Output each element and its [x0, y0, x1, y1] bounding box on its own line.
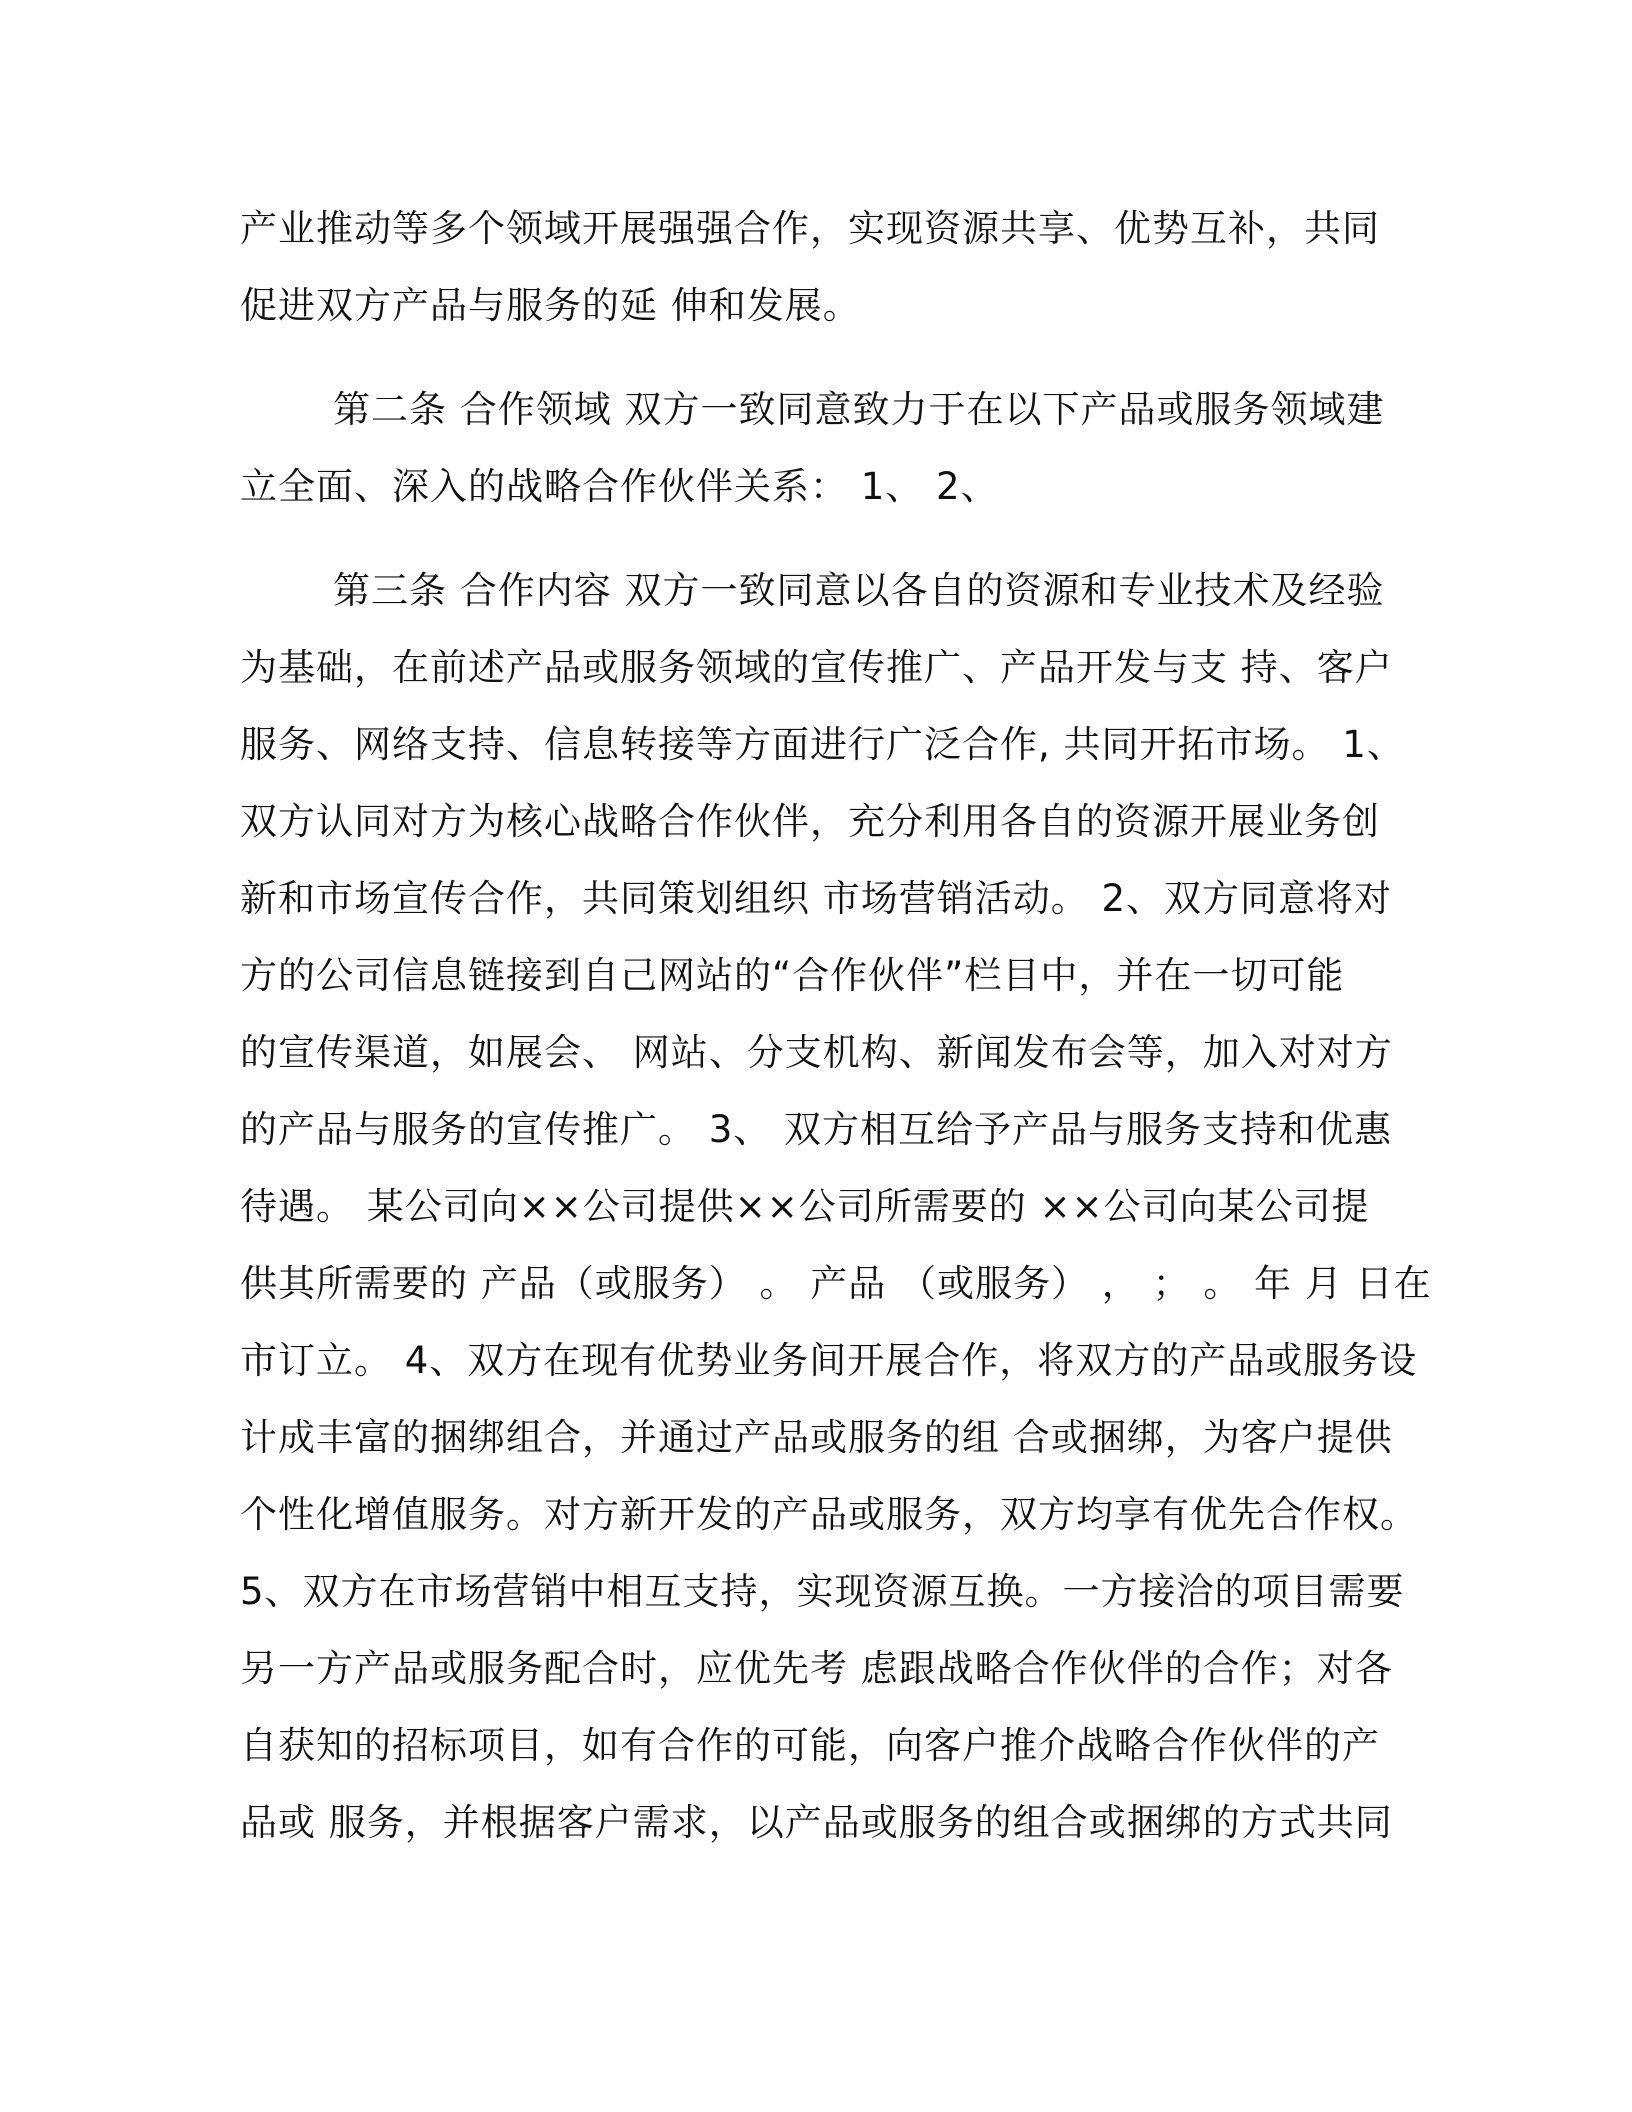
text-line: 5、双方在市场营销中相互支持，实现资源互换。一方接洽的项目需要 [240, 1570, 1405, 1613]
text-line: 方的公司信息链接到自己网站的“合作伙伴”栏目中，并在一切可能 [240, 954, 1345, 997]
document-page [240, 190, 1432, 1861]
text-line: 待遇。 某公司向××公司提供××公司所需要的 ××公司向某公司提 [240, 1185, 1370, 1228]
paragraph-article-2 [240, 371, 1390, 525]
text-line: 第二条 合作领域 双方一致同意致力于在以下产品或服务领域建 [333, 388, 1385, 431]
text-line: 产业推动等多个领域开展强强合作，实现资源共享、优势互补，共同 [240, 207, 1380, 250]
paragraph-intro [240, 190, 1390, 344]
text-line: 新和市场宣传合作，共同策划组织 市场营销活动。 2、双方同意将对 [240, 877, 1393, 920]
text-line: 为基础，在前述产品或服务领域的宣传推广、产品开发与支 持、客户 [240, 646, 1393, 689]
text-line: 品或 服务，并根据客户需求，以产品或服务的组合或捆绑的方式共同 [240, 1801, 1393, 1844]
text-line: 供其所需要的 产品（或服务） 。 产品 （或服务） ， ； 。 年 月 日在 [240, 1262, 1432, 1305]
text-line: 的产品与服务的宣传推广。 3、 双方相互给予产品与服务支持和优惠 [240, 1108, 1393, 1151]
text-line: 另一方产品或服务配合时，应优先考 虑跟战略合作伙伴的合作；对各 [240, 1647, 1393, 1690]
text-line: 立全面、深入的战略合作伙伴关系： 1、 2、 [240, 465, 999, 508]
text-line: 第三条 合作内容 双方一致同意以各自的资源和专业技术及经验 [333, 569, 1385, 612]
text-line: 计成丰富的捆绑组合，并通过产品或服务的组 合或捆绑，为客户提供 [240, 1416, 1393, 1459]
text-line: 双方认同对方为核心战略合作伙伴，充分利用各自的资源开展业务创 [240, 800, 1380, 843]
text-line: 自获知的招标项目，如有合作的可能，向客户推介战略合作伙伴的产 [240, 1724, 1380, 1767]
paragraph-article-3 [240, 552, 1432, 1861]
text-line: 个性化增值服务。对方新开发的产品或服务，双方均享有优先合作权。 [240, 1493, 1418, 1536]
text-line: 的宣传渠道，如展会、 网站、分支机构、新闻发布会等，加入对对方 [240, 1031, 1393, 1074]
text-line: 促进双方产品与服务的延 伸和发展。 [240, 284, 861, 327]
text-line: 服务、网络支持、信息转接等方面进行广泛合作, 共同开拓市场。 1、 [240, 723, 1405, 766]
text-line: 市订立。 4、双方在现有优势业务间开展合作，将双方的产品或服务设 [240, 1339, 1418, 1382]
